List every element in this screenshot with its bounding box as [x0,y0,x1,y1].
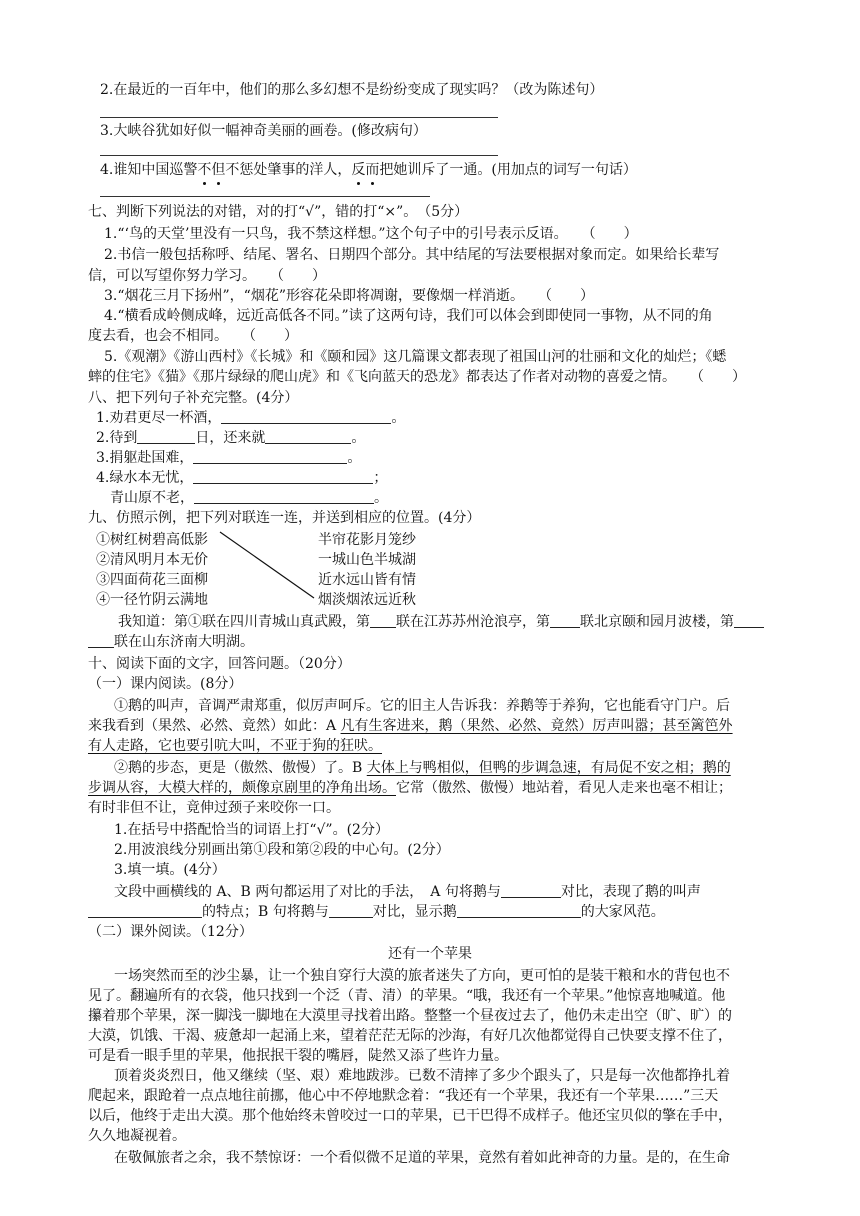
dotted-char: 不 [197,162,212,178]
couplet-left-1[interactable]: ①树红树碧高低影 [96,532,208,548]
passage1-para1-line1: ①鹅的叫声，音调严肃郑重，似厉声呵斥。它的旧主人告诉我：养鹅等于养狗，它也能看守门户。后 [114,698,730,714]
fill-sentence-2: 2.待到 日，还来就 。 [96,430,366,446]
couplet-location-sentence: 我知道：第①联在四川青城山真武殿，第 联在江苏苏州沧浪亭，第 联北京颐和园月波楼，第 [118,612,764,632]
passage2-line7: 爬起来，跟跄着一点点地往前挪，他心中不停地默念着：“我还有一个苹果，我还有一个苹果……”三天 [88,1088,719,1104]
fill-sentence-5: 青山原不老， 。 [110,490,388,506]
passage2-line8: 以后，他终于走出大漠。那个他始终未曾咬过一口的苹果，已干巴得不成样子。他还宝贝似的擎在手中， [88,1108,732,1124]
couplet-left-2[interactable]: ②清风明月本无价 [96,552,208,568]
judge-item-5-cont: 蟀的住宅》《猫》《那片绿绿的爬山虎》和《飞向蓝天的恐龙》都表达了作者对动物的喜爱之情。 （ ） [88,369,746,385]
fill-blank[interactable] [734,613,764,628]
passage1-para2-line3: 有时非但不让，竟伸过颈子来咬你一口。 [88,800,340,816]
underlined-sentence-a-cont: 有人走路，它也要引吭大叫，不亚于狗的狂吠。 [88,738,382,754]
couplet-right-3[interactable]: 近水远山皆有情 [318,572,416,588]
reading-question-3: 3.填一填。(4分） [114,862,226,878]
passage-title: 还有一个苹果 [388,946,472,962]
passage2-line1: 一场突然而至的沙尘暴，让一个独自穿行大漠的旅者迷失了方向，更可怕的是装干粮和水的背包也不 [114,968,730,984]
fill-blank[interactable] [329,903,373,918]
judge-item-2-cont: 信，可以写望你努力学习。 （ ） [88,268,326,284]
reading-question-2: 2.用波浪线分别画出第①段和第②段的中心句。(2分） [114,842,450,858]
fill-sentence-4: 4.绿水本无忧， ； [96,470,388,486]
passage1-para1-line3 [88,736,382,756]
subsection-in-class: （一）课内阅读。(8分） [88,676,243,692]
passage2-line5: 可是看一眼手里的苹果，他抿抿干裂的嘴唇，陡然又添了些许力量。 [88,1048,508,1064]
passage2-line2: 见了。翻遍所有的衣袋，他只找到一个泛（青、清）的苹果。“哦，我还有一个苹果。”他惊喜地喊道。他 [88,988,726,1004]
dotted-char: 而 [365,162,380,178]
judge-item-3: 3.“烟花三月下扬州”，“烟花”形容花朵即将凋谢，要像烟一样消逝。 （ ） [104,288,594,304]
underlined-sentence-b-cont: 步调从容，大模大样的，颇像京剧里的净角出场。 [88,780,396,796]
passage1-para2-line1: ②鹅的步态，更是（傲然、傲慢）了。B 大体上与鸭相似，但鸭的步调急速，有局促不安之相；鹅的 [114,760,731,776]
couplet-left-4[interactable]: ④一径竹阴云满地 [96,592,208,608]
judge-item-4-cont: 度去看，也会不相同。 （ ） [88,328,298,344]
passage1-para1-line2: 来我看到（果然、必然、竟然）如此：A 凡有生客进来，鹅（果然、必然、竟然）厉声叫嚣；甚至篱笆外 [88,718,733,734]
reading-question-3-line2: 的特点；B 句将鹅与 对比，显示鹅 的大家风范。 [88,902,665,922]
question-6-4: 4.谁知中国巡警不但不惩处肇事的洋人，反而把她训斥了一通。(用加点的词写一句话） [100,162,637,178]
passage2-line10: 在敬佩旅者之余，我不禁惊讶：一个看似微不足道的苹果，竟然有着如此神奇的力量。是的，在生命 [114,1150,730,1166]
reading-question-1: 1.在括号中搭配恰当的词语上打“√”。(2分） [114,822,389,838]
fill-blank[interactable] [457,903,581,918]
couplet-right-1[interactable]: 半帘花影月笼纱 [318,532,416,548]
section-9-heading: 九、仿照示例，把下列对联连一连，并送到相应的位置。(4分） [88,510,481,526]
passage2-line6: 顶着炎炎烈日，他又继续（坚、艰）难地跋涉。已数不清摔了多少个跟头了，只是每一次他都挣扎着 [114,1068,730,1084]
judge-item-1: 1.“‘鸟的天堂’里没有一只鸟，我不禁这样想。”这个句子中的引号表示反语。 （ ） [104,226,638,242]
question-6-3: 3.大峡谷犹如好似一幅神奇美丽的画卷。(修改病句） [100,123,427,139]
fill-sentence-3: 3.捐躯赴国难， 。 [96,450,362,466]
section-10-heading: 十、阅读下面的文字，回答问题。（20分） [88,656,351,672]
section-7-heading: 七、判断下列说法的对错，对的打“√”，错的打“×”。 （5分） [88,204,469,220]
passage2-line3: 攥着那个苹果，深一脚浅一脚地在大漠里寻找着出路。整整一个昼夜过去了，他仍未走出空（旷、旷）的 [88,1008,732,1024]
section-8-heading: 八、把下列句子补充完整。(4分） [88,390,299,406]
subsection-extracurricular: （二）课外阅读。（12分） [88,924,253,940]
reading-question-3-line1: 文段中画横线的 A、B 两句都运用了对比的手法， A 句将鹅与 对比，表现了鹅的叫声 [114,884,701,900]
underlined-sentence-a: 凡有生客进来，鹅（果然、必然、竟然）厉声叫嚣；甚至篱笆外 [340,718,733,734]
passage2-line4: 大漠，饥饿、干渴、疲惫却一起涌上来，望着茫茫无际的沙海，有好几次他都觉得自己快要支撑不住了， [88,1028,732,1044]
dotted-char: 反 [351,162,366,178]
dotted-char: 但 [211,162,226,178]
fill-blank[interactable] [550,613,580,628]
underlined-sentence-b: 大体上与鸭相似，但鸭的步调急速，有局促不安之相；鹅的 [366,760,731,776]
question-6-2: 2.在最近的一百年中，他们的那么多幻想不是纷纷变成了现实吗？（改为陈述句） [100,82,604,98]
passage1-para2-line2: 步调从容，大模大样的，颇像京剧里的净角出场。它常（傲然、傲慢）地站着，看见人走来也毫不相让； [88,780,732,796]
fill-blank[interactable] [88,903,202,918]
fill-blank[interactable] [370,613,396,628]
judge-item-5: 5.《观潮》《游山西村》《长城》和《颐和园》这几篇课文都表现了祖国山河的壮丽和文化的灿烂；《蟋 [104,349,727,365]
fill-blank[interactable] [501,883,561,898]
couplet-location-cont: 联在山东济南大明湖。 [88,632,254,652]
judge-item-4: 4.“横看成岭侧成峰，远近高低各不同。”读了这两句诗，我们可以体会到即使同一事物，从不同的角 [104,308,713,324]
couplet-right-2[interactable]: 一城山色半城湖 [318,552,416,568]
judge-item-2: 2.书信一般包括称呼、结尾、署名、日期四个部分。其中结尾的写法要根据对象而定。如果给长辈写 [104,247,720,263]
fill-blank[interactable] [88,633,114,648]
couplet-right-4[interactable]: 烟淡烟浓远近秋 [318,592,416,608]
fill-sentence-1: 1.劝君更尽一杯酒， 。 [96,410,406,426]
passage2-line9: 久久地凝视着。 [88,1128,186,1144]
couplet-left-3[interactable]: ③四面荷花三面柳 [96,572,208,588]
